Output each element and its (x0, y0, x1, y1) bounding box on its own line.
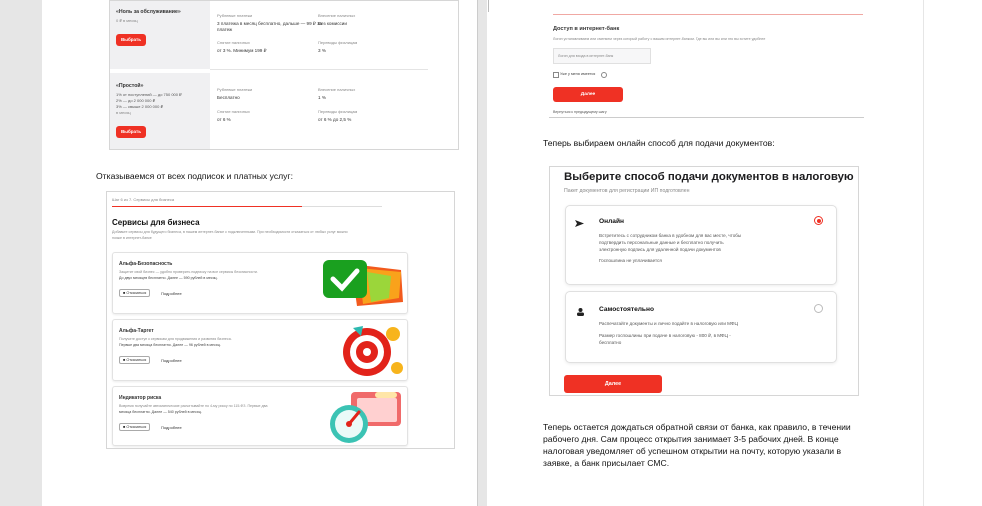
decline-label: Отказаться (126, 291, 147, 295)
details-link[interactable]: Подробнее (161, 358, 182, 363)
checkbox-label: Уже у меня имеется (560, 72, 596, 76)
already-checkbox[interactable] (553, 72, 559, 78)
paragraph: Отказываемся от всех подписок и платных услуг: (96, 171, 293, 181)
col-val: 1 % (318, 95, 326, 100)
page-gap (477, 0, 478, 506)
col-head: Снятие наличных (217, 40, 250, 45)
service-desc: месяца бесплатно. Далее — 540 рублей в месяц. (119, 410, 202, 414)
col-val: Без комиссии (318, 21, 347, 26)
service-desc: Первые два месяца бесплатно. Далее — 96 рублей в месяц. (119, 343, 221, 347)
page-subtitle: Пакет документов для регистрации ИП подготовлен (564, 188, 690, 194)
decline-button[interactable] (119, 356, 150, 364)
col-val: от 3 %. Минимум 199 ₽ (217, 48, 267, 53)
lock-icon: ■ (123, 291, 127, 295)
col-val: Бесплатно (217, 95, 240, 100)
tariff-plans-screenshot (109, 0, 459, 150)
option-desc: Встретитесь с сотрудником банка в удобном для вас месте, чтобы (599, 233, 742, 238)
plan-sub: в месяц (116, 110, 131, 115)
next-button[interactable]: Далее (553, 87, 623, 102)
paragraph-line: Теперь остается дождаться обратной связи от банка, как правило, в течении (543, 422, 851, 432)
progress-track (302, 206, 382, 207)
lock-icon: ■ (123, 425, 127, 429)
paragraph-line: рабочего дня. Сам процесс открытия занимает 3-5 рабочих дней. В конце (543, 434, 839, 444)
document-page-right (487, 0, 982, 506)
option-desc: электронную подпись для удаленной подачи документов (599, 247, 721, 252)
section-desc: позже в интернет-банке (112, 236, 152, 240)
col-val: от 6 % до 2,5 % (318, 117, 352, 122)
back-link[interactable]: Вернуться к предыдущему шагу (553, 110, 607, 114)
service-card-target (112, 319, 408, 381)
breadcrumb: Шаг 6 из 7. Сервисы для бизнеса (112, 197, 175, 202)
service-desc: Получите доступ к сервисам для продвижения и развития бизнеса. (119, 337, 232, 341)
lock-icon: ■ (123, 358, 127, 362)
service-name: Индикатор риска (119, 395, 162, 401)
plan-sub: 0 ₽ в месяц (116, 18, 138, 23)
service-desc: Защитит свой бизнес — удобно проверить подписку на все сервисы безопасности. (119, 270, 258, 274)
service-name: Альфа-Безопасность (119, 261, 173, 267)
next-button[interactable]: Далее (564, 375, 662, 393)
option-name: Онлайн (599, 218, 625, 225)
progress-bar (112, 206, 302, 207)
radio-selected[interactable] (814, 216, 823, 225)
paragraph-line: заявке, а банк присылает СМС. (543, 458, 670, 468)
right-margin-guide (923, 0, 924, 506)
decline-label: Отказаться (126, 425, 147, 429)
option-online[interactable] (565, 205, 837, 285)
plan-sub: 2% — до 2 000 000 ₽ (116, 98, 156, 103)
col-val: 3 % (318, 48, 326, 53)
choose-plan-button[interactable]: Выбрать (116, 34, 146, 46)
col-head: Снятие наличных (217, 109, 250, 114)
option-self[interactable] (565, 291, 837, 363)
input-placeholder: Логин для входа в интернет-банк (558, 54, 614, 58)
service-card-security (112, 252, 408, 314)
section-desc: Добавьте сервисы для будущего бизнеса, в нашем интернет-банке с подключенными. При необходимости отказаться от любых услуг можно (112, 230, 348, 234)
section-title: Сервисы для бизнеса (112, 218, 200, 227)
person-icon (577, 308, 584, 316)
login-input[interactable] (553, 48, 651, 64)
paragraph-line: налоговая уведомляет об успешном открытии на почту, которую указали в (543, 446, 842, 456)
details-link[interactable]: Подробнее (161, 425, 182, 430)
tax-submission-screenshot (549, 166, 859, 396)
radio-unselected[interactable] (814, 304, 823, 313)
plan-title: «Простой» (116, 83, 144, 89)
col-head: Рублевые платежи (217, 87, 253, 92)
shield-check-icon (321, 258, 409, 310)
service-desc: До двух месяцев бесплатно. Далее — 590 рублей в месяц. (119, 276, 218, 280)
option-desc: Распечатайте документы и лично подайте в налоговую или МФЦ (599, 321, 738, 326)
option-desc: подтвердить персональные данные и бесплатно получить (599, 240, 724, 245)
decline-button[interactable] (119, 289, 150, 297)
decline-label: Отказаться (126, 358, 147, 362)
business-services-screenshot (106, 191, 455, 449)
info-icon[interactable] (601, 72, 607, 78)
plan-title: «Ноль за обслуживание» (116, 9, 181, 15)
paragraph (543, 421, 851, 469)
option-desc: бесплатно (599, 340, 622, 345)
service-name: Альфа-Таргет (119, 328, 154, 334)
option-desc: Размер госпошлины при подаче в налоговую - 800 ₽, в МФЦ - (599, 333, 731, 338)
target-icon (333, 324, 405, 378)
choose-plan-button[interactable]: Выбрать (116, 126, 146, 138)
col-head: Внесение наличных (318, 13, 356, 18)
option-name: Самостоятельно (599, 306, 654, 313)
decline-button[interactable] (119, 423, 150, 431)
plan-sub: 1% от поступлений — до 750 000 ₽ (116, 92, 182, 97)
shot-bottom-border (549, 117, 864, 118)
risk-gauge-icon (325, 390, 407, 444)
service-desc: Вовремя получайте автоматические расчитывайте по 4-му риску по 115-ФЗ. Первые два (119, 404, 268, 408)
send-icon (575, 220, 584, 227)
page-title: Выберите способ подачи документов в налоговую (564, 171, 854, 183)
details-link[interactable]: Подробнее (161, 291, 182, 296)
document-page-left (42, 0, 477, 506)
margin-mark (488, 0, 489, 12)
col-head: Внесение наличных (318, 87, 356, 92)
plan-sub: 3% — свыше 2 000 000 ₽ (116, 104, 163, 109)
col-head: Переводы физлицам (318, 40, 358, 45)
col-val: от 6 % (217, 117, 231, 122)
col-val: платеж (217, 27, 233, 32)
section-title: Доступ в интернет-банк (553, 26, 620, 32)
progress-bar (553, 14, 863, 15)
col-head: Рублевые платежи (217, 13, 253, 18)
divider (210, 69, 428, 70)
internet-bank-screenshot (549, 0, 864, 118)
paragraph: Теперь выбираем онлайн способ для подачи документов: (543, 138, 775, 148)
col-head: Переводы физлицам (318, 109, 358, 114)
option-note: Госпошлина не уплачивается (599, 258, 662, 263)
service-card-risk (112, 386, 408, 446)
section-desc: Логин устанавливаем или сменяем через который работу с вашим интернет-банком. Где вы или вы или это вы хотите удобнее (553, 37, 766, 41)
col-val: 3 платежа в месяц бесплатно, дальше — 99 ₽ за (217, 21, 322, 26)
